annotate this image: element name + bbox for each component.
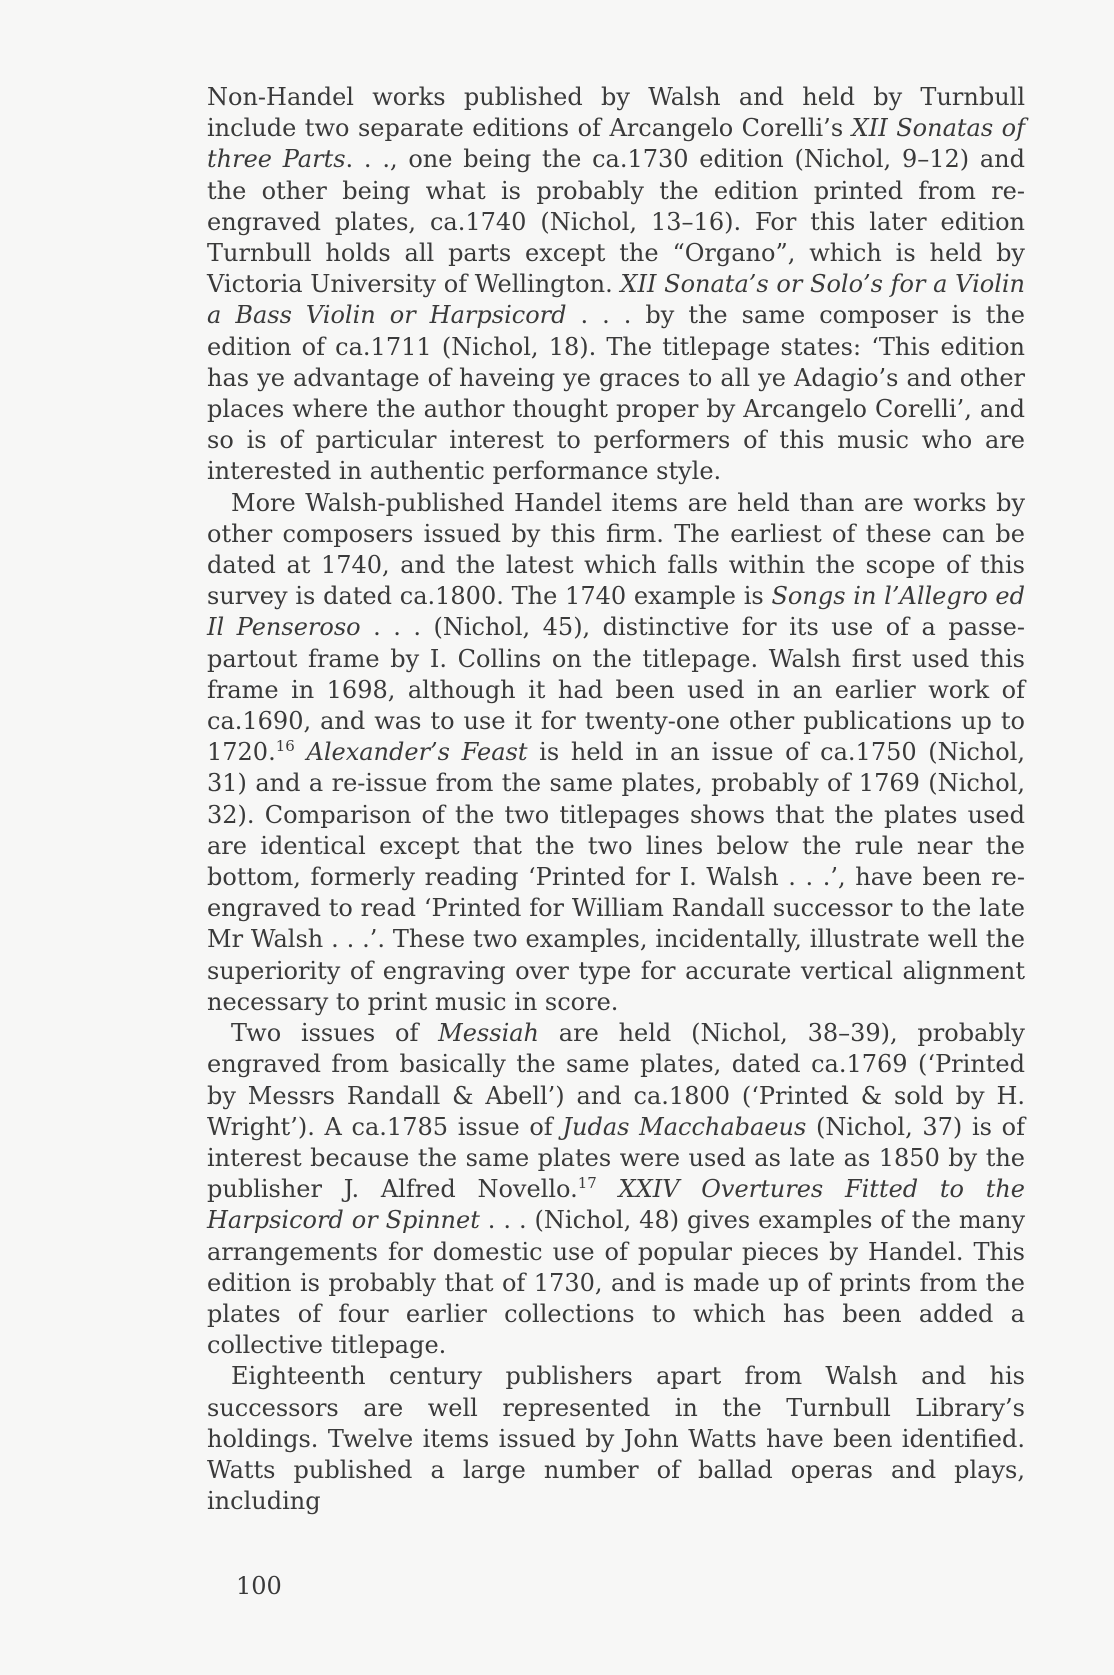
italic-title: XII Sonata’s or Solo’s for a Violin a Bass Violin or Harpsicord <box>207 270 1025 330</box>
footnote-ref: 17 <box>577 1174 597 1193</box>
text-run: are held (Nichol, 38–39), probably engraved from basically the same plates, dated ca.1769 (‘Printed by Messrs Randall & Abell’) and ca.1800 (‘Printed & sold by H. Wright’). A ca.1785 issue of <box>207 1019 1025 1141</box>
paragraph-2 <box>207 488 1025 1018</box>
text-run: . . . (Nichol, 45), distinctive for its use of a passe-partout frame by I. Collins on the titlepage. Walsh first used this frame in 1698, although it had been used in an earlier work of ca.1690, and was to use it for twenty-one other publications up to 1720. <box>207 613 1025 767</box>
body-text <box>207 82 1025 1517</box>
text-run <box>295 738 307 766</box>
page-number: 100 <box>236 1572 282 1600</box>
paragraph-3 <box>207 1018 1025 1361</box>
text-run: Two issues of <box>231 1019 439 1048</box>
paragraph-4 <box>207 1361 1025 1517</box>
italic-title: XXIV Overtures Fitted to the Harpsicord or Spinnet <box>207 1175 1025 1235</box>
footnote-ref: 16 <box>275 737 295 756</box>
text-run: . . . (Nichol, 48) gives examples of the many arrangements for domestic use of popular pieces by Handel. This edition is probably that of 1730, and is made up of prints from the plates of four earlier collections to which has been added a collective titlepage. <box>207 1206 1026 1360</box>
text-run: Eighteenth century publishers apart from Walsh and his successors are well represented in the Turnbull Library’s holdings. Twelve items issued by John Watts have been identified. Watts published a large number of ballad operas and plays, including <box>207 1362 1025 1516</box>
italic-title: Alexander’s Feast <box>306 738 528 767</box>
italic-title: Messiah <box>438 1019 540 1048</box>
italic-title: Songs in l’Allegro ed Il Penseroso <box>207 582 1026 642</box>
paragraph-1 <box>207 82 1025 488</box>
italic-title: Judas Macchabaeus <box>562 1112 807 1141</box>
text-run <box>597 1175 619 1203</box>
italic-title: XII Sonatas of three Parts <box>207 114 1025 174</box>
text-run: . . ., one being the ca.1730 edition (Nichol, 9–12) and the other being what is probably the edition printed from re-engraved plates, ca.1740 (Nichol, 13–16). For this later edition Turnbull holds all parts except the “Organo”, which is held by Victoria University of Wellington. <box>207 145 1025 299</box>
text-run: More Walsh-published Handel items are held than are works by other composers issued by this firm. The earliest of these can be dated at 1740, and the latest which falls within the scope of this survey is dated ca.1800. The 1740 example is <box>207 488 1025 611</box>
text-run: Non-Handel works published by Walsh and held by Turnbull include two separate editions of Arcangelo Corelli’s <box>207 83 1025 143</box>
text-run: (Nichol, 37) is of interest because the same plates were used as late as 1850 by the publisher J. Alfred Novello. <box>207 1112 1025 1204</box>
text-run: . . . by the same composer is the edition of ca.1711 (Nichol, 18). The titlepage states: ‘This edition has ye advantage of haveing ye graces to all ye Adagio’s and other places where the author thought proper by Arcangelo Corelli’, and so is of particular interest to performers of this music who are interested in authentic performance style. <box>207 301 1026 486</box>
text-run: is held in an issue of ca.1750 (Nichol, 31) and a re-issue from the same plates, probably of 1769 (Nichol, 32). Comparison of the two titlepages shows that the plates used are identical except that the two lines below the rule near the bottom, formerly reading ‘Printed for I. Walsh . . .’, have been re-engraved to read ‘Printed for William Randall successor to the late Mr Walsh . . .’. These two examples, incidentally, illustrate well the superiority of engraving over type for accurate vertical alignment necessary to print music in score. <box>207 738 1025 1016</box>
